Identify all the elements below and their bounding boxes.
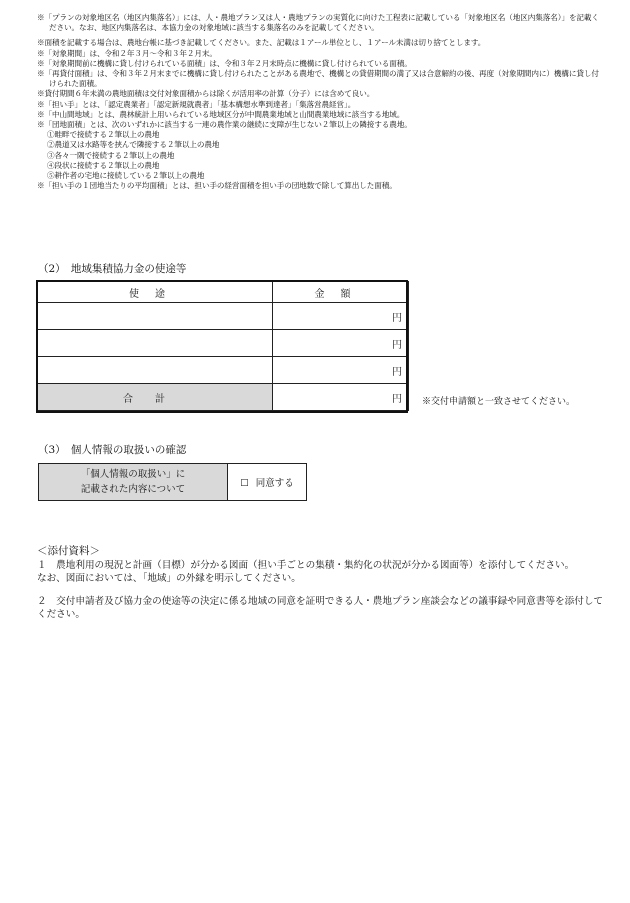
- header-amount: 金額: [273, 282, 409, 303]
- section-2-title: （2） 地域集積協力金の使途等: [38, 263, 187, 275]
- table-row: [38, 330, 409, 357]
- use-cell[interactable]: [38, 357, 273, 384]
- footnote: ※面積を記載する場合は、農地台帳に基づき記載してください。また、記載は１アール単位とし、１アール未満は切り捨てとします。: [37, 38, 486, 48]
- attachments-heading: ＜添付資料＞: [37, 545, 100, 557]
- attachments: [37, 545, 607, 622]
- footnote: ※「プランの対象地区名（地区内集落名）」には、人・農地プラン又は人・農地プランの実質化に向けた工程表に記載している「対象地区名（地区内集落名）」を記載ください。なお、地区内集落名は、本協力金の対象地域に該当する集落名のみを記載してください。: [37, 13, 599, 33]
- header-use: 使途: [38, 282, 273, 303]
- amount-cell[interactable]: 円: [273, 303, 409, 330]
- footnote: ①畦畔で接続する２筆以上の農地: [47, 130, 160, 140]
- footnote: ③各々一隅で接続する２筆以上の農地: [47, 150, 175, 160]
- table-row: [38, 357, 409, 384]
- footnote: ※「対象期間前に機構に貸し付けられている面積」は、令和３年２月末時点に機構に貸し付けられている面積。: [37, 58, 412, 68]
- consent-answer-label: 同意する: [255, 478, 294, 489]
- total-amount-cell[interactable]: 円: [273, 384, 409, 411]
- footnote: ②農道又は水路等を挟んで隣接する２筆以上の農地: [47, 140, 220, 150]
- footnote: ※「対象期間」は、令和２年３月～令和３年２月末。: [37, 48, 217, 58]
- footnote: ※「担い手」とは、「認定農業者」「認定新規就農者」「基本構想水準到達者」「集落営農経営」。: [37, 99, 356, 109]
- consent-checkbox[interactable]: ☐: [240, 478, 249, 489]
- footnote: ※「担い手の１団地当たりの平均面積」とは、担い手の経営面積を担い手の団地数で除して算出した面積。: [37, 181, 397, 191]
- amount-cell[interactable]: 円: [273, 330, 409, 357]
- attachment-item-2: ２ 交付申請者及び協力金の使途等の決定に係る地域の同意を証明できる人・農地プラン座談会などの議事録や同意書等を添付してください。: [37, 595, 604, 621]
- footnote: ④段状に接続する２筆以上の農地: [47, 160, 160, 170]
- consent-answer[interactable]: [228, 464, 307, 501]
- consent-question-line1: 「個人情報の取扱い」に: [80, 469, 186, 480]
- footnote: ※「中山間地域」とは、農林統計上用いられている地域区分が中間農業地域と山間農業地域に該当する地域。: [37, 109, 405, 119]
- total-side-note: ※交付申請額と一致させてください。: [422, 397, 576, 407]
- consent-question-line2: 記載された内容について: [80, 484, 186, 495]
- use-cell[interactable]: [38, 330, 273, 357]
- total-row: [38, 384, 409, 411]
- footnote: ※「団地面積」とは、次のいずれかに該当する一連の農作業の継続に支障が生じない２筆以上の隣接する農地。: [37, 120, 412, 130]
- usage-table: [37, 281, 409, 411]
- footnote: ※貸付期間６年未満の農地面積は交付対象面積からは除くが活用率の計算（分子）には含めて良い。: [37, 89, 375, 99]
- section-3-title: （3） 個人情報の取扱いの確認: [38, 444, 187, 456]
- use-cell[interactable]: [38, 303, 273, 330]
- total-label: 合計: [38, 384, 273, 411]
- consent-question: [39, 464, 228, 501]
- footnote: ※「再貸付面積」は、令和３年２月末までに機構に貸し付けられたことがある農地で、機構との貸借期間の満了又は合意解約の後、再度（対象期間内に）機構に貸し付けられた面積。: [37, 69, 599, 89]
- amount-cell[interactable]: 円: [273, 357, 409, 384]
- footnotes: [37, 13, 605, 191]
- attachment-item-1: １ 農地利用の現況と計画（目標）が分かる図面（担い手ごとの集積・集約化の状況が分かる図面等）を添付してください。: [37, 559, 575, 571]
- usage-table-header: [38, 282, 409, 303]
- attachment-item-1-note: なお、図面においては、「地域」の外縁を明示してください。: [37, 573, 301, 585]
- footnote: ⑤耕作者の宅地に接続している２筆以上の農地: [47, 171, 205, 181]
- table-row: [38, 303, 409, 330]
- consent-table: [38, 463, 307, 501]
